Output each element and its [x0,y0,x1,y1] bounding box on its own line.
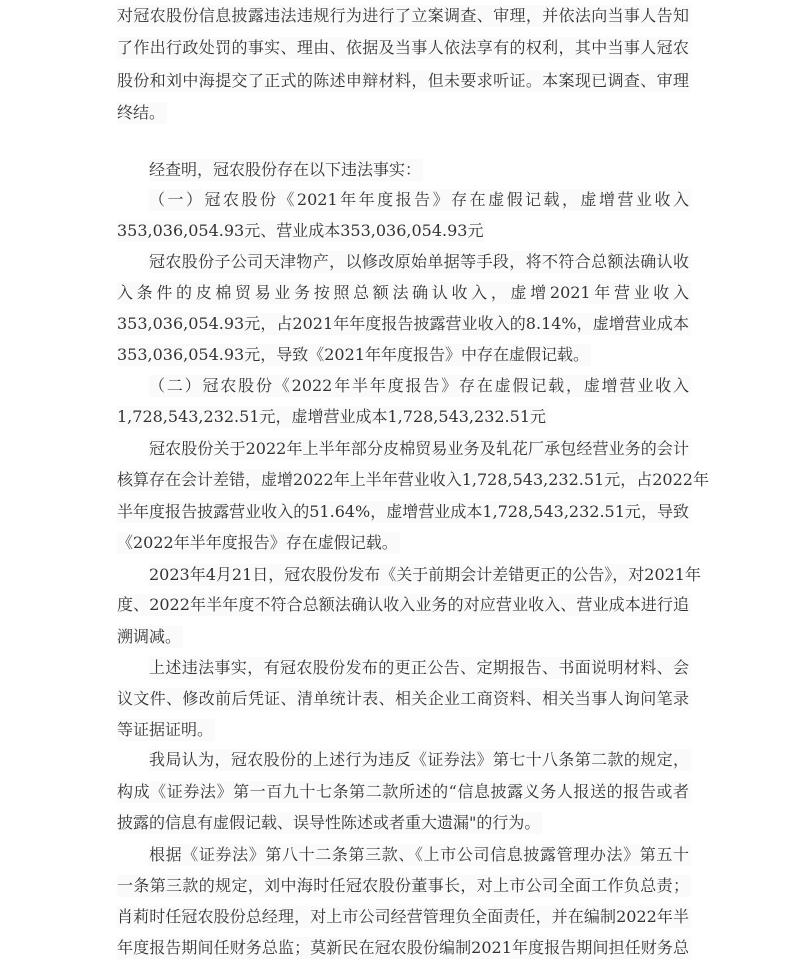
text-line: 半年度报告披露营业收入的51.64%，虚增营业成本1,728,543,232.51元，导致 [117,502,689,521]
text-line: 经查明，冠农股份存在以下违法事实： [149,160,422,179]
text-line: 对冠农股份信息披露违法违规行为进行了立案调查、审理，并依法向当事人告知 [117,6,689,25]
text-line: 度、2022年半年度不符合总额法确认收入业务的对应营业收入、营业成本进行追 [117,595,689,614]
text-line: 等证据证明。 [117,720,214,739]
text-line: 1,728,543,232.51元，虚增营业成本1,728,543,232.51元 [117,407,547,426]
text-line: （一）冠农股份《2021年年度报告》存在虚假记载，虚增营业收入 [149,190,689,209]
text-line: 冠农股份关于2022年上半年部分皮棉贸易业务及轧花厂承包经营业务的会计 [149,439,689,458]
text-line: 溯调减。 [117,627,182,646]
text-line: 根据《证券法》第八十二条第三款、《上市公司信息披露管理办法》第五十 [149,845,689,864]
text-line: （二）冠农股份《2022年半年度报告》存在虚假记载，虚增营业收入 [149,376,689,395]
text-line: 终结。 [117,103,166,122]
text-line: 肖莉时任冠农股份总经理，对上市公司经营管理负全面责任，并在编制2022年半 [117,907,689,926]
text-line: 353,036,054.93元，占2021年年度报告披露营业收入的8.14%，虚增营业成本 [117,314,689,333]
text-line: 核算存在会计差错，虚增2022年上半年营业收入1,728,543,232.51元，占2022年 [117,470,709,489]
text-line: 《2022年半年度报告》存在虚假记载。 [117,533,398,552]
text-line: 年度报告期间任财务总监；莫新民在冠农股份编制2021年度报告期间担任财务总 [117,938,689,957]
text-line: 2023年4月21日，冠农股份发布《关于前期会计差错更正的公告》，对2021年 [149,565,701,584]
text-line: 入条件的皮棉贸易业务按照总额法确认收入，虚增2021年营业收入 [117,283,689,302]
text-line: 构成《证券法》第一百九十七条第二款所述的“信息披露义务人报送的报告或者 [117,782,689,801]
text-line: 353,036,054.93元，导致《2021年年度报告》中存在虚假记载。 [117,345,589,364]
text-line: 冠农股份子公司天津物产，以修改原始单据等手段，将不符合总额法确认收 [149,252,689,271]
text-line: 我局认为，冠农股份的上述行为违反《证券法》第七十八条第二款的规定， [149,750,689,769]
text-line: 了作出行政处罚的事实、理由、依据及当事人依法享有的权利，其中当事人冠农 [117,38,689,57]
text-line: 披露的信息有虚假记载、误导性陈述或者重大遗漏"的行为。 [117,813,541,832]
text-line: 议文件、修改前后凭证、清单统计表、相关企业工商资料、相关当事人询问笔录 [117,689,689,708]
text-line: 股份和刘中海提交了正式的陈述申辩材料，但未要求听证。本案现已调查、审理 [117,71,689,90]
text-line: 上述违法事实，有冠农股份发布的更正公告、定期报告、书面说明材料、会 [149,658,689,677]
text-line: 353,036,054.93元、营业成本353,036,054.93元 [117,221,484,240]
text-line: 一条第三款的规定，刘中海时任冠农股份董事长，对上市公司全面工作负总责； [117,876,689,895]
